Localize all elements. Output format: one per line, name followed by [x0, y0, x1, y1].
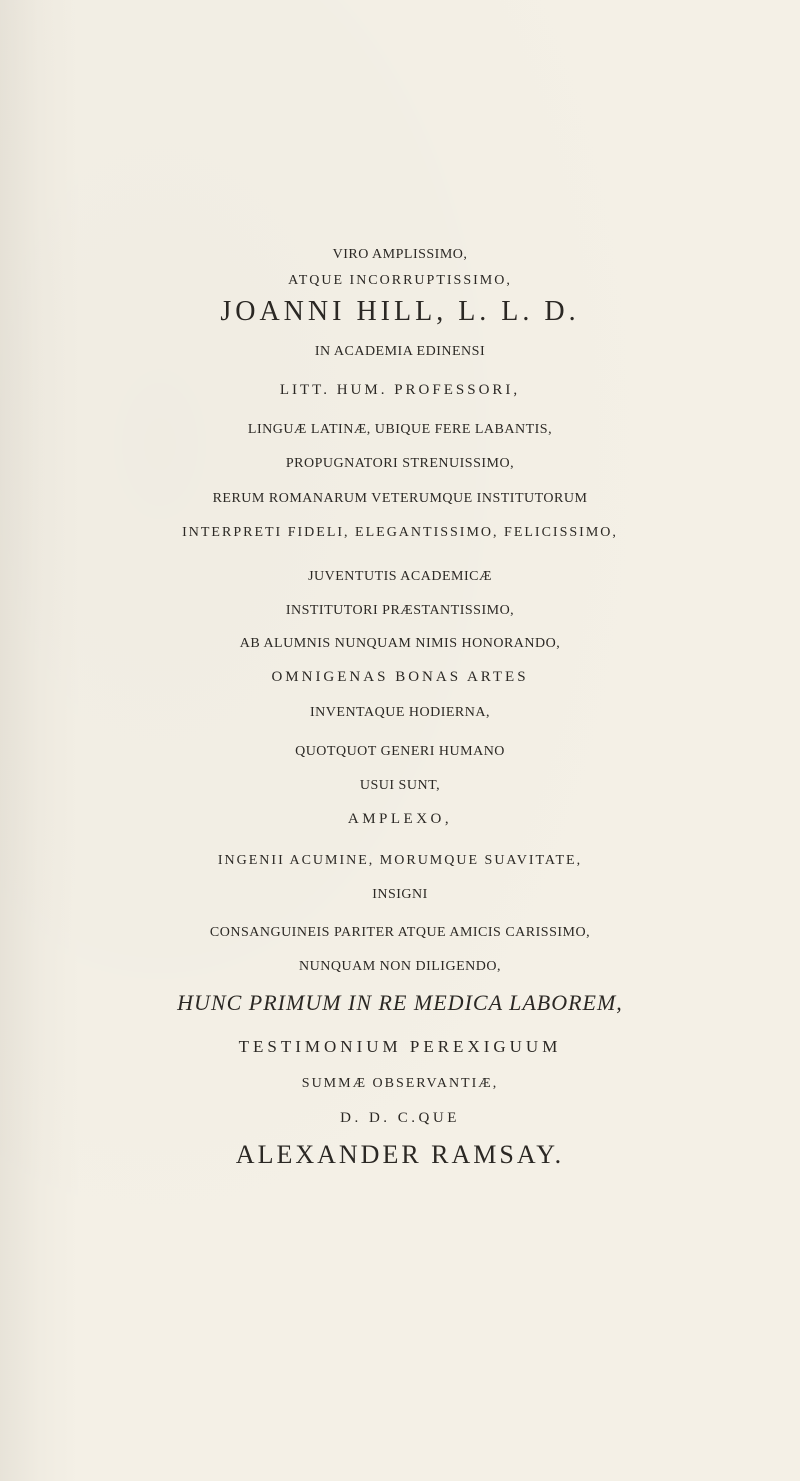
dedication-line-ddcque: D. D. C.QUE — [340, 1110, 460, 1126]
dedication-line-professori: LITT. HUM. PROFESSORI, — [279, 382, 521, 398]
dedication-line-institutori: INSTITUTORI PRÆSTANTISSIMO, — [285, 603, 515, 618]
dedication-line-atque: ATQUE INCORRUPTISSIMO, — [288, 273, 512, 288]
dedication-line-interpreti: INTERPRETI FIDELI, ELEGANTISSIMO, FELICISSIMO, — [182, 525, 618, 540]
dedication-signature-alexander-ramsay: ALEXANDER RAMSAY. — [235, 1140, 565, 1169]
dedication-line-consanguineis: CONSANGUINEIS PARITER ATQUE AMICIS CARISSIMO, — [209, 925, 591, 940]
dedication-line-amplexo: AMPLEXO, — [347, 811, 453, 827]
dedication-line-quotquot: QUOTQUOT GENERI HUMANO — [295, 744, 505, 759]
dedication-line-summae: SUMMÆ OBSERVANTIÆ, — [301, 1076, 499, 1091]
dedication-line-hunc-primum: HUNC PRIMUM IN RE MEDICA LABOREM, — [177, 990, 623, 1015]
dedication-line-rerum: RERUM ROMANARUM VETERUMQUE INSTITUTORUM — [212, 491, 588, 506]
dedication-line-academia: IN ACADEMIA EDINENSI — [314, 344, 486, 359]
dedication-line-insigni: INSIGNI — [372, 887, 428, 902]
dedication-line-propugnatori: PROPUGNATORI STRENUISSIMO, — [285, 456, 515, 471]
dedication-line-juventutis: JUVENTUTIS ACADEMICÆ — [308, 569, 492, 584]
dedication-line-viro: VIRO AMPLISSIMO, — [332, 247, 468, 262]
dedication-line-omnigenas: OMNIGENAS BONAS ARTES — [271, 669, 529, 685]
dedication-line-ingenii: INGENII ACUMINE, MORUMQUE SUAVITATE, — [217, 853, 583, 868]
dedication-line-linguae: LINGUÆ LATINÆ, UBIQUE FERE LABANTIS, — [247, 422, 553, 437]
dedication-line-usui: USUI SUNT, — [359, 778, 441, 793]
dedication-name-joanni-hill: JOANNI HILL, L. L. D. — [220, 296, 580, 327]
dedication-line-inventaque: INVENTAQUE HODIERNA, — [310, 705, 490, 720]
dedication-line-ab-alumnis: AB ALUMNIS NUNQUAM NIMIS HONORANDO, — [239, 636, 561, 651]
dedication-line-testimonium: TESTIMONIUM PEREXIGUUM — [238, 1037, 562, 1056]
dedication-line-nunquam: NUNQUAM NON DILIGENDO, — [299, 959, 501, 974]
